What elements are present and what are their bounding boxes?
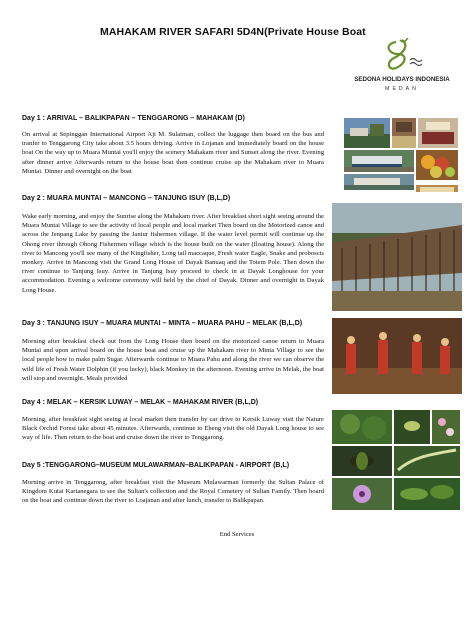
logo-city-text: MEDAN (385, 86, 419, 92)
photo-forest (332, 410, 392, 444)
page-title: MAHAKAM RIVER SAFARI 5D4N(Private House Boat (100, 26, 366, 38)
day-2-heading: Day 2 : MUARA MUNTAI – MANCONG – TANJUNG ISUY (B,L,D) (22, 195, 231, 202)
day-1-heading: Day 1 : ARRIVAL – BALIKPAPAN – TENGGARONG – MAHAKAM (D) (22, 115, 245, 122)
photo-orchid-branch (394, 446, 460, 476)
day-1-text: On arrival at Sepinggan International Airport Aji M. Sulaiman, collect the luggage then board on the bus and tranfer to Tenggarong City take about 3.5 hours driving. Arrive in Lojanan and immediately board on the house boat On the way up to Muara Muntai you'll enjoy the scenery Mahakam river and Sunset along the river. Evening after dinner arrive Afterwards return to the house boat then continue cruise up the Mahakam river to Muara Muntai. Dinner and overnight on the boat (22, 131, 324, 175)
day-3-heading: Day 3 : TANJUNG ISUY – MUARA MUNTAI – MINTA – MUARA PAHU – MELAK (B,L,D) (22, 320, 303, 327)
day-4-heading: Day 4 : MELAK – KERSIK LUWAY – MELAK – MAHAKAM RIVER (B,L,D) (22, 399, 259, 406)
day-5-text: Morning arrive in Tenggarong, after breakfast visit the Museum Mulawarman formerly the Sultan Palace of Kingdom Kutai Kartanegara to see the Sultan's collection and the Royal Cemetery of Sultan Family. Then board on the boat and continue down the river to Loajanan and after lunch, transfer to Balikpapan. (22, 479, 324, 505)
photo-orchid-green (394, 410, 430, 444)
photo-boat-on-water (344, 174, 414, 190)
photo-purple-orchid (332, 478, 392, 510)
company-logo (344, 38, 460, 100)
photo-dayak-longhouse (332, 203, 462, 311)
photo-river-scene (344, 118, 390, 148)
photo-flowers (432, 410, 460, 444)
photo-boat-interior (418, 118, 458, 148)
day-4-text: Morning, after breakfast sight seeing at local market then transfer by car drive to Kersik Luway visit the Nature Black Orchid Forest take about 45 minutes. Afterwards, continue to Eheng visit the old Dayak Long house to see way of life. Then return to the boat and cruise down the river to Tenggarong. (22, 416, 324, 442)
photo-houseboat (344, 150, 414, 172)
photo-black-orchid (332, 446, 392, 476)
photo-boat-deck (392, 118, 416, 148)
logo-brand-text: SEDONA HOLIDAYS INDONESIA (354, 76, 450, 83)
day-3-text: Morning after breakfast check out from the Long House then board on the motorized canoe return to Muara Muntai and upon arrival board on the house boat and cruise up the Mahakam river to Minta Village to see the local people how to make palm Sugar. Afterwards continue to Muara Pahu and along the river we can observe the wild life of Fresh Water Dolphin (if you lucky), black Monkey in the afternoon. Evening arrive in Melak, the boat will stop and overnight. Meals provided (22, 338, 324, 382)
end-services-text: End Services (219, 531, 255, 538)
day-5-heading: Day 5 :TENGGARONG–MUSEUM MULAWARMAN–BALIKPAPAN - AIRPORT (B,L) (22, 462, 290, 469)
photo-fruits (416, 150, 458, 180)
photo-food (416, 182, 458, 192)
photo-dayak-dancers (332, 318, 462, 394)
day-2-text: Wake early morning, and enjoy the Sunrise along the Mahakam river. After breakfast short sight seeing around the Muara Muntai Village to see the activity of local people and local market Then board on the Motorized canoe and across the Jenpang Lake by passing the Jantur fishermen village. If the water level permit will continue up the Ohong river through Ohong Fishermen village which is the house built on the water (floating house). Along the river to Mancong you'll see many of the Kingfisher, Long tail maccaque, Fresh water Eagle, Snake and proboscis monkey. Arrive in Mancong visit the Grand Long House of Dayak Banuaq and the Totem Pole. Then down the river continue to Tanjung Isuy. Arrive in Tanjung Isuy proceed to check in at Dayak Longhouse for your accommodation. Evening a welcome ceremony will held by the chief of Dayak. Dinner and overnight in Dayak Long House. (22, 213, 324, 294)
sedona-logo-icon (344, 38, 460, 76)
photo-green-leaves (394, 478, 460, 510)
